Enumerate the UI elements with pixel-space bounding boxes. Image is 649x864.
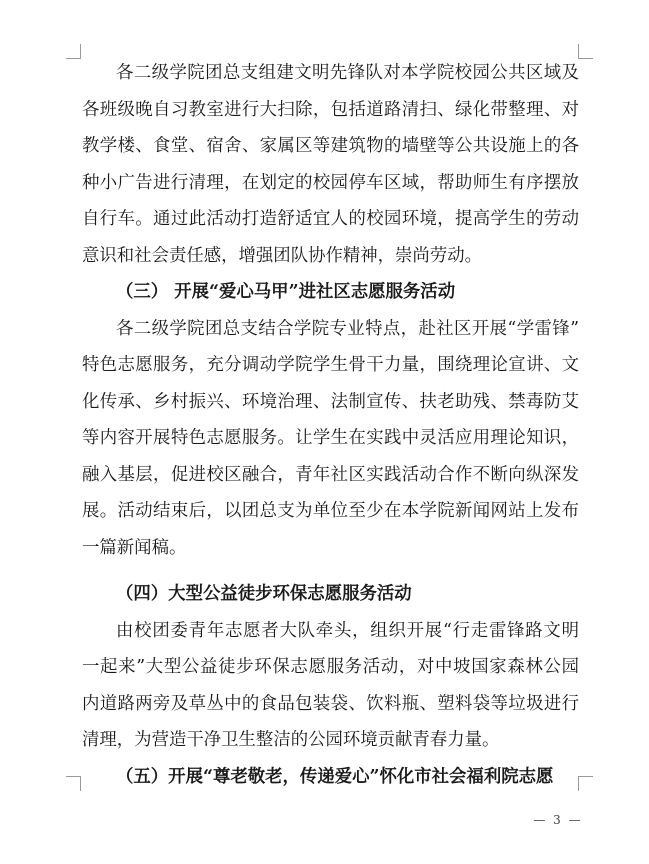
- page-number: — 3 —: [533, 813, 583, 827]
- paragraph-line: 融入基层，促进校区融合，青年社区实践活动合作不断向纵深发: [82, 464, 579, 485]
- paragraph-line: 种小广告进行清理，在划定的校园停车区域，帮助师生有序摆放: [82, 172, 579, 193]
- paragraph-line: 内道路两旁及草丛中的食品包装袋、饮料瓶、塑料袋等垃圾进行: [82, 693, 579, 714]
- crop-mark-top-left: [66, 44, 81, 59]
- crop-mark-bottom-left: [66, 776, 81, 791]
- paragraph-line: 各二级学院团总支组建文明先锋队对本学院校园公共区域及: [116, 63, 579, 83]
- paragraph-line: 等内容开展特色志愿服务。让学生在实践中灵活应用理论知识，: [82, 428, 579, 448]
- section-heading: （三） 开展“爱心马甲”进社区志愿服务活动: [116, 282, 456, 302]
- crop-mark-top-right: [578, 44, 593, 59]
- paragraph-line: 各班级晚自习教室进行大扫除，包括道路清扫、绿化带整理、对: [82, 99, 579, 120]
- paragraph-line: 展。活动结束后，以团总支为单位至少在本学院新闻网站上发布: [82, 501, 579, 521]
- paragraph-line: 由校团委青年志愿者大队牵头，组织开展“行走雷锋路文明: [116, 620, 579, 641]
- document-body: [82, 55, 579, 795]
- paragraph-line: 化传承、乡村振兴、环境治理、法制宣传、扶老助残、禁毒防艾: [82, 391, 579, 412]
- section-heading: （四）大型公益徒步环保志愿服务活动: [116, 584, 412, 604]
- paragraph-line: 教学楼、食堂、宿舍、家属区等建筑物的墙壁等公共设施上的各: [82, 136, 579, 156]
- paragraph-line: 一起来”大型公益徒步环保志愿服务活动，对中坡国家森林公园: [82, 657, 579, 677]
- paragraph-line: 特色志愿服务，充分调动学院学生骨干力量，围绕理论宣讲、文: [82, 355, 579, 375]
- paragraph-line: 各二级学院团总支结合学院专业特点，赴社区开展“学雷锋”: [116, 318, 579, 339]
- paragraph-line: 清理，为营造干净卫生整洁的公园环境贡献青春力量。: [82, 730, 500, 750]
- section-heading: （五）开展“尊老敬老，传递爱心”怀化市社会福利院志愿: [116, 766, 554, 787]
- crop-mark-bottom-right: [578, 776, 593, 791]
- paragraph-line: 意识和社会责任感，增强团队协作精神，崇尚劳动。: [82, 245, 482, 266]
- paragraph-line: 一篇新闻稿。: [82, 537, 187, 558]
- paragraph-line: 自行车。通过此活动打造舒适宜人的校园环境，提高学生的劳动: [82, 209, 579, 229]
